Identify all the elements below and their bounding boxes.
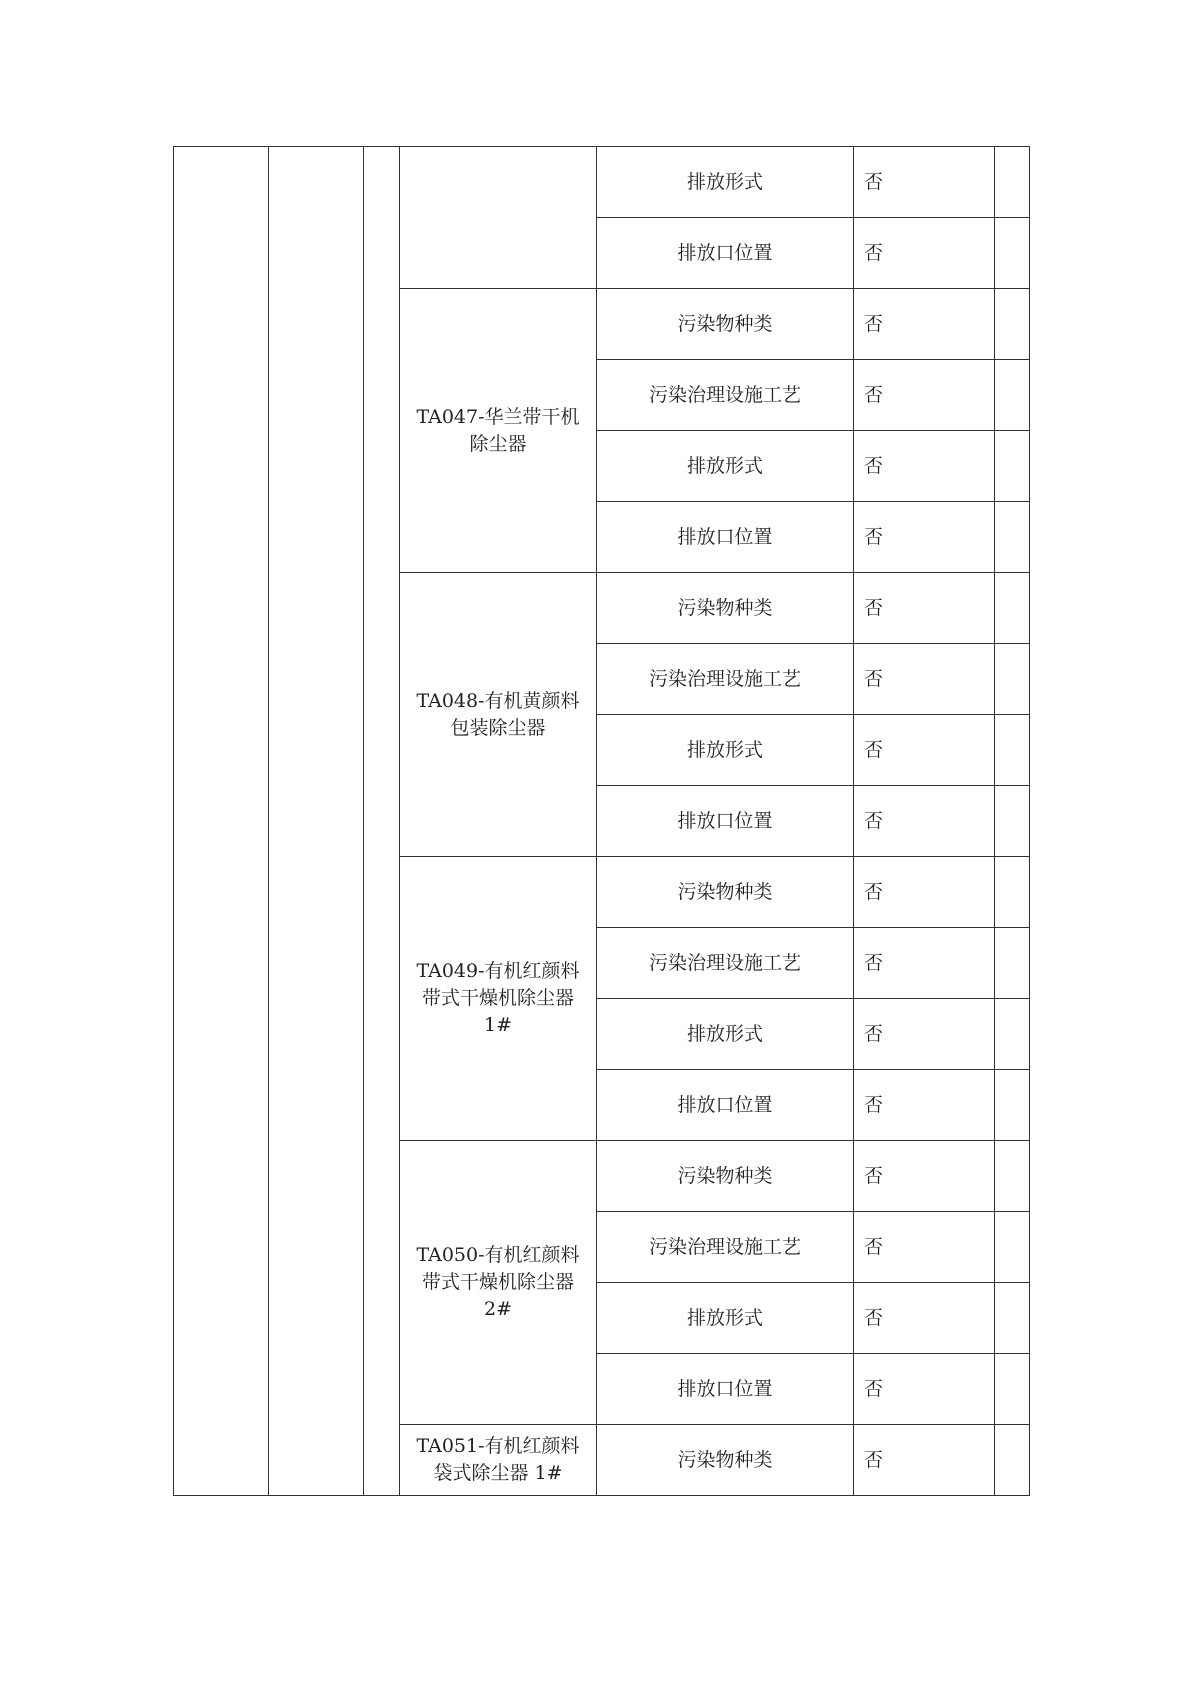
check-value: 否	[854, 431, 995, 502]
check-item: 排放口位置	[597, 502, 854, 573]
check-value: 否	[854, 1354, 995, 1425]
check-value: 否	[854, 1212, 995, 1283]
check-item: 排放口位置	[597, 1354, 854, 1425]
remark-cell	[995, 715, 1030, 786]
facility-name-line: 袋式除尘器 1#	[433, 1462, 563, 1484]
remark-cell	[995, 218, 1030, 289]
remark-cell	[995, 573, 1030, 644]
facility-name-cell	[400, 857, 597, 1141]
check-value: 否	[854, 715, 995, 786]
check-item: 排放形式	[597, 715, 854, 786]
check-value: 否	[854, 147, 995, 218]
check-item: 排放形式	[597, 1283, 854, 1354]
remark-cell	[995, 1141, 1030, 1212]
check-item: 污染物种类	[597, 573, 854, 644]
facility-name-line: 1#	[483, 1014, 512, 1036]
facility-name-cell	[400, 289, 597, 573]
check-item: 排放口位置	[597, 786, 854, 857]
check-value: 否	[854, 1070, 995, 1141]
check-value: 否	[854, 928, 995, 999]
blank-column-2	[269, 147, 364, 1496]
facility-name-cell-continued	[400, 147, 597, 289]
check-value: 否	[854, 857, 995, 928]
check-item: 污染治理设施工艺	[597, 360, 854, 431]
check-item: 污染物种类	[597, 1141, 854, 1212]
check-value: 否	[854, 999, 995, 1070]
table-row	[174, 147, 1030, 218]
remark-cell	[995, 928, 1030, 999]
remark-cell	[995, 857, 1030, 928]
remark-cell	[995, 786, 1030, 857]
check-item: 排放形式	[597, 999, 854, 1070]
check-item: 污染治理设施工艺	[597, 644, 854, 715]
check-value: 否	[854, 1425, 995, 1496]
remark-cell	[995, 1070, 1030, 1141]
remark-cell	[995, 1354, 1030, 1425]
remark-cell	[995, 431, 1030, 502]
remark-cell	[995, 360, 1030, 431]
check-value: 否	[854, 360, 995, 431]
remark-cell	[995, 1212, 1030, 1283]
check-item: 污染治理设施工艺	[597, 928, 854, 999]
facility-name-cell	[400, 1141, 597, 1425]
check-item: 排放口位置	[597, 218, 854, 289]
facility-name-line: 除尘器	[469, 432, 527, 455]
check-item: 排放形式	[597, 431, 854, 502]
check-item: 排放形式	[597, 147, 854, 218]
facility-name-line: 包装除尘器	[450, 716, 546, 739]
check-value: 否	[854, 573, 995, 644]
check-value: 否	[854, 1141, 995, 1212]
check-value: 否	[854, 218, 995, 289]
facility-change-table	[173, 146, 1030, 1496]
remark-cell	[995, 502, 1030, 573]
facility-name-cell	[400, 573, 597, 857]
remark-cell	[995, 147, 1030, 218]
facility-name-line: TA049-有机红颜料	[416, 960, 580, 982]
check-value: 否	[854, 502, 995, 573]
remark-cell	[995, 289, 1030, 360]
facility-name-line: 带式干燥机除尘器	[421, 1271, 574, 1293]
facility-name-cell	[400, 1425, 597, 1496]
blank-column-3	[364, 147, 400, 1496]
remark-cell	[995, 1425, 1030, 1496]
facility-name-line: 2#	[483, 1298, 512, 1320]
facility-name-line: TA051-有机红颜料	[416, 1435, 580, 1457]
facility-name-line: 带式干燥机除尘器	[421, 987, 574, 1009]
facility-name-line: TA047-华兰带干机	[416, 405, 580, 428]
check-value: 否	[854, 1283, 995, 1354]
facility-name-line: TA050-有机红颜料	[416, 1244, 580, 1266]
check-item: 污染物种类	[597, 857, 854, 928]
check-value: 否	[854, 786, 995, 857]
check-item: 污染物种类	[597, 289, 854, 360]
check-value: 否	[854, 289, 995, 360]
remark-cell	[995, 999, 1030, 1070]
blank-column-1	[174, 147, 269, 1496]
check-value: 否	[854, 644, 995, 715]
check-item: 污染治理设施工艺	[597, 1212, 854, 1283]
remark-cell	[995, 644, 1030, 715]
facility-name-line: TA048-有机黄颜料	[416, 689, 580, 712]
remark-cell	[995, 1283, 1030, 1354]
check-item: 排放口位置	[597, 1070, 854, 1141]
check-item: 污染物种类	[597, 1425, 854, 1496]
